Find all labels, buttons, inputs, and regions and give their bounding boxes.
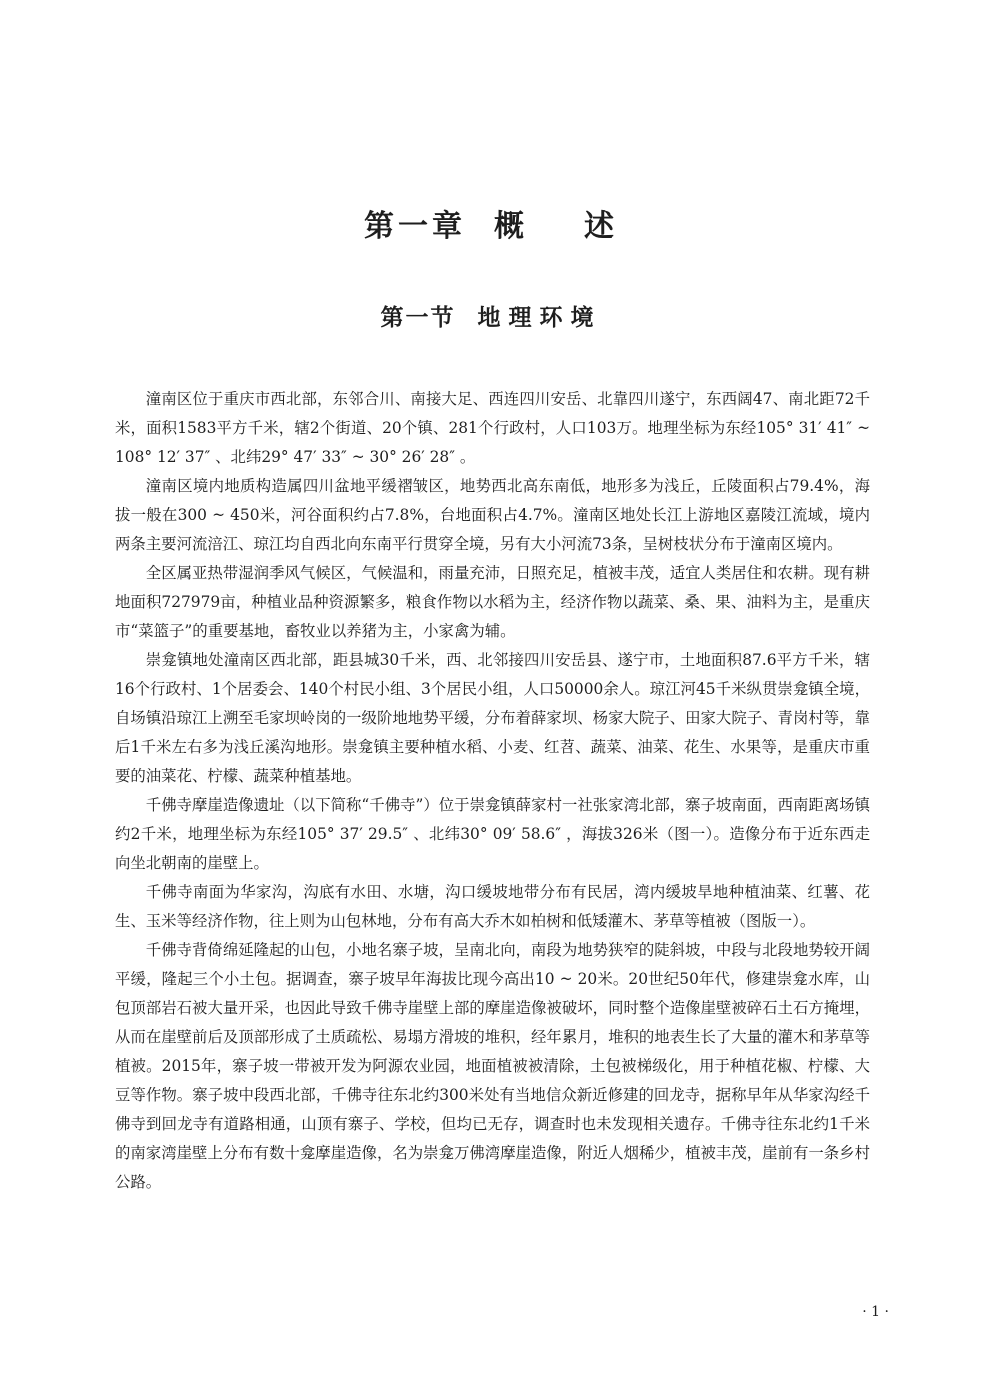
page-number: · 1 · [862,1304,889,1320]
body-text [115,385,870,1197]
section-title [0,300,982,336]
paragraph: 千佛寺背倚绵延隆起的山包，小地名寨子坡，呈南北向，南段为地势狭窄的陡斜坡，中段与北段地势较开阔平缓，隆起三个小土包。据调查，寨子坡早年海拔比现今高出10 ~ 20米。20世纪50年代，修建崇龛水库，山包顶部岩石被大量开采，也因此导致千佛寺崖壁上部的摩崖造像被破坏，同时整个造像崖壁被碎石土石方掩埋，从而在崖壁前后及顶部形成了土质疏松、易塌方滑坡的堆积，经年累月，堆积的地表生长了大量的灌木和茅草等植被。2015年，寨子坡一带被开发为阿源农业园，地面植被被清除，土包被梯级化，用于种植花椒、柠檬、大豆等作物。寨子坡中段西北部，千佛寺往东北约300米处有当地信众新近修建的回龙寺，据称早年从华家沟经千佛寺到回龙寺有道路相通，山顶有寨子、学校，但均已无存，调查时也未发现相关遗存。千佛寺往东北约1千米的南家湾崖壁上分布有数十龛摩崖造像，名为崇龛万佛湾摩崖造像，附近人烟稀少，植被丰茂，崖前有一条乡村公路。 [115,941,870,1191]
paragraph: 全区属亚热带湿润季风气候区，气候温和，雨量充沛，日照充足，植被丰茂，适宜人类居住和农耕。现有耕地面积727979亩，种植业品种资源繁多，粮食作物以水稻为主，经济作物以蔬菜、桑、果、油料为主，是重庆市“菜篮子”的重要基地，畜牧业以养猪为主，小家禽为辅。 [115,564,870,640]
chapter-title-part1: 概 [494,209,528,244]
paragraph: 潼南区位于重庆市西北部，东邻合川、南接大足、西连四川安岳、北靠四川遂宁，东西阔47、南北距72千米，面积1583平方千米，辖2个街道、20个镇、281个行政村，人口103万。地理坐标为东经105° 31′ 41″ ~ 108° 12′ 37″ 、北纬29° 47′ 33″ ~ 30° 26′ 28″ 。 [115,390,870,466]
paragraph: 崇龛镇地处潼南区西北部，距县城30千米，西、北邻接四川安岳县、遂宁市，土地面积87.6平方千米，辖16个行政村、1个居委会、140个村民小组、3个居民小组，人口50000余人。琼江河45千米纵贯崇龛镇全境，自场镇沿琼江上溯至毛家坝岭岗的一级阶地地势平缓，分布着薛家坝、杨家大院子、田家大院子、青岗村等，靠后1千米左右多为浅丘溪沟地形。崇龛镇主要种植水稻、小麦、红苕、蔬菜、油菜、花生、水果等，是重庆市重要的油菜花、柠檬、蔬菜种植基地。 [115,651,870,785]
chapter-title [0,205,982,249]
chapter-number: 第一章 [364,209,466,244]
paragraph: 潼南区境内地质构造属四川盆地平缓褶皱区，地势西北高东南低，地形多为浅丘，丘陵面积占79.4%，海拔一般在300 ~ 450米，河谷面积约占7.8%，台地面积占4.7%。潼南区地处长江上游地区嘉陵江流域，境内两条主要河流涪江、琼江均自西北向东南平行贯穿全境，另有大小河流73条，呈树枝状分布于潼南区境内。 [115,477,870,553]
chapter-title-part2: 述 [584,209,618,244]
section-number: 第一节 [380,304,456,331]
paragraph: 千佛寺南面为华家沟，沟底有水田、水塘，沟口缓坡地带分布有民居，湾内缓坡旱地种植油菜、红薯、花生、玉米等经济作物，往上则为山包林地，分布有高大乔木如柏树和低矮灌木、茅草等植被（图版一）。 [115,883,870,930]
paragraph: 千佛寺摩崖造像遗址（以下简称“千佛寺”）位于崇龛镇薛家村一社张家湾北部，寨子坡南面，西南距离场镇约2千米，地理坐标为东经105° 37′ 29.5″ 、北纬30° 09′ 58.6″ ，海拔326米（图一）。造像分布于近东西走向坐北朝南的崖壁上。 [115,796,870,872]
section-name: 地理环境 [477,304,602,331]
